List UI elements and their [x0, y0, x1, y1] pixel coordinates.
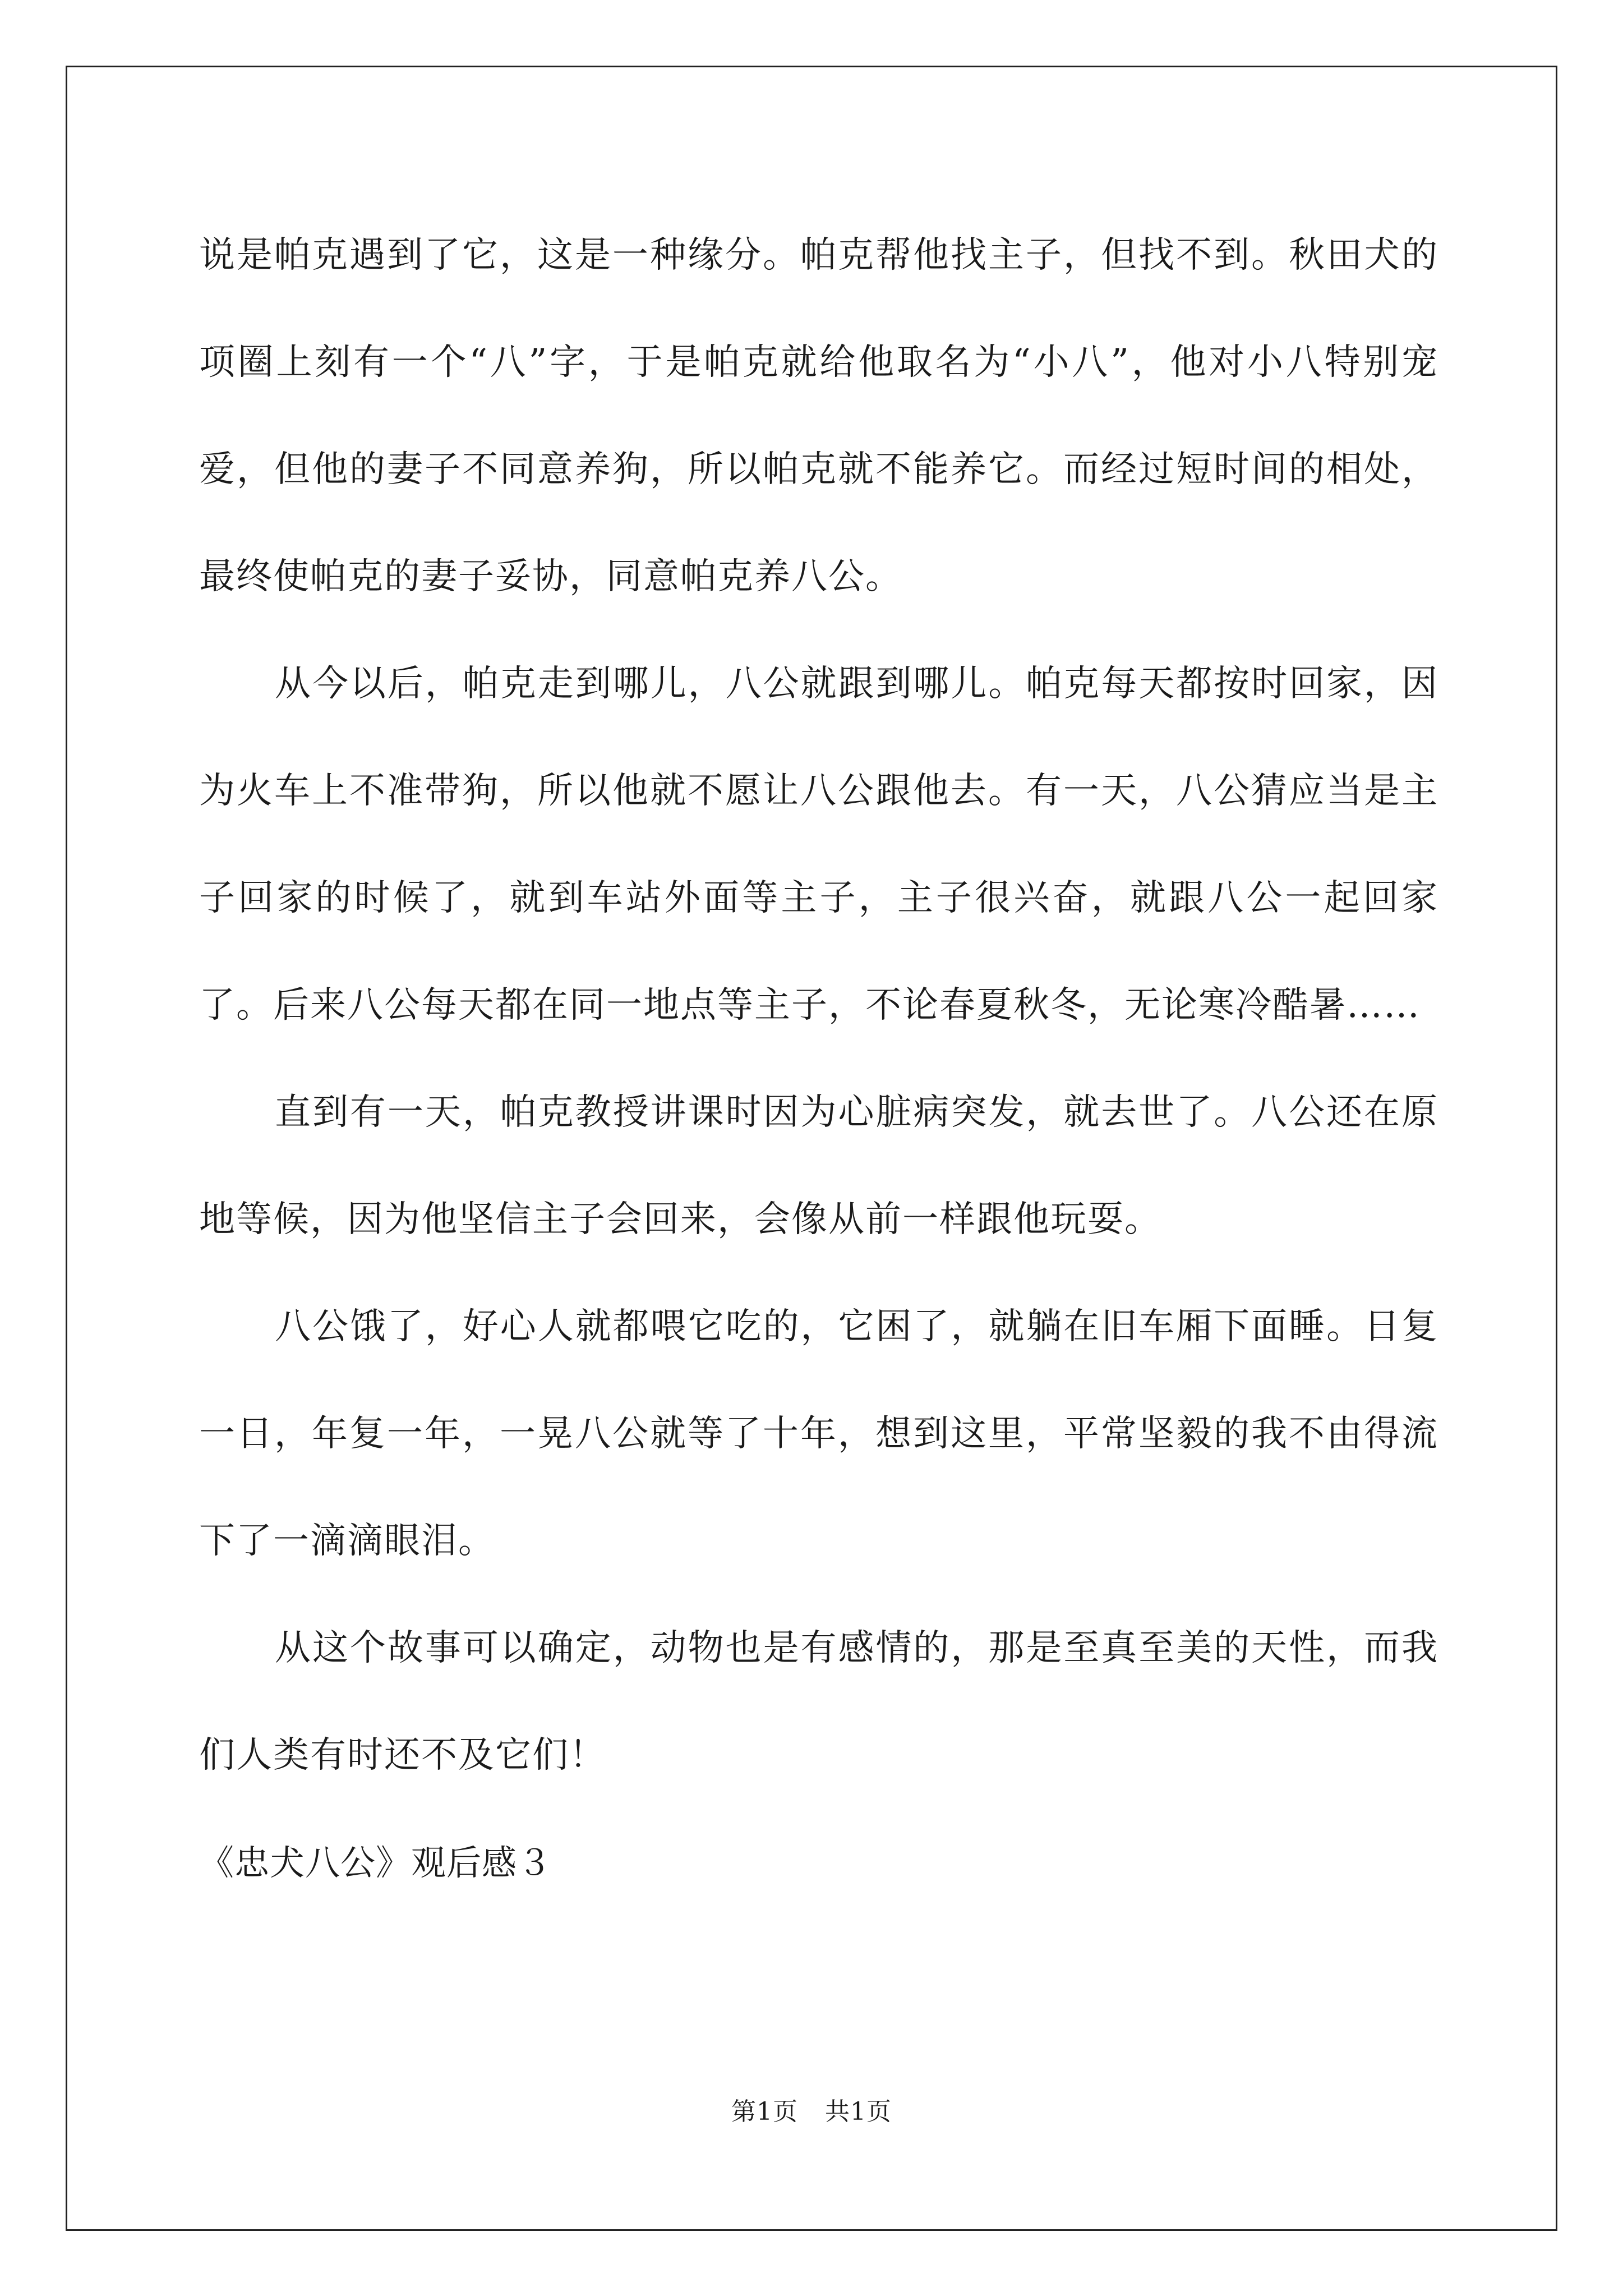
page-total-label: 共1页: [825, 2097, 892, 2126]
paragraph-2: 从今以后，帕克走到哪儿，八公就跟到哪儿。帕克每天都按时回家，因为火车上不准带狗，所以他就不愿让八公跟他去。有一天，八公猜应当是主子回家的时候了，就到车站外面等主子，主子很兴奋，就跟八公一起回家了。后来八公每天都在同一地点等主子，不论春夏秋冬，无论寒冷酷暑……: [199, 663, 1438, 1026]
paragraph-3: 直到有一天，帕克教授讲课时因为心脏病突发，就去世了。八公还在原地等候，因为他坚信主子会回来，会像从前一样跟他玩耍。: [199, 1092, 1438, 1240]
page-number-footer: [0, 2095, 1623, 2129]
page-current-label: 第1页: [731, 2097, 798, 2126]
paragraph-5: 从这个故事可以确定，动物也是有感情的，那是至真至美的天性，而我们人类有时还不及它们！: [199, 1627, 1438, 1776]
paragraph-4: 八公饿了，好心人就都喂它吃的，它困了，就躺在旧车厢下面睡。日复一日，年复一年，一晃八公就等了十年，想到这里，平常坚毅的我不由得流下了一滴滴眼泪。: [199, 1306, 1438, 1562]
section-heading: 《忠犬八公》观后感３: [199, 1842, 553, 1883]
paragraph-1: 说是帕克遇到了它，这是一种缘分。帕克帮他找主子，但找不到。秋田犬的项圈上刻有一个“八”字，于是帕克就给他取名为“小八”，他对小八特别宠爱，但他的妻子不同意养狗，所以帕克就不能养它。而经过短时间的相处，最终使帕克的妻子妥协，同意帕克养八公。: [199, 234, 1438, 597]
document-body: [199, 202, 1438, 1916]
